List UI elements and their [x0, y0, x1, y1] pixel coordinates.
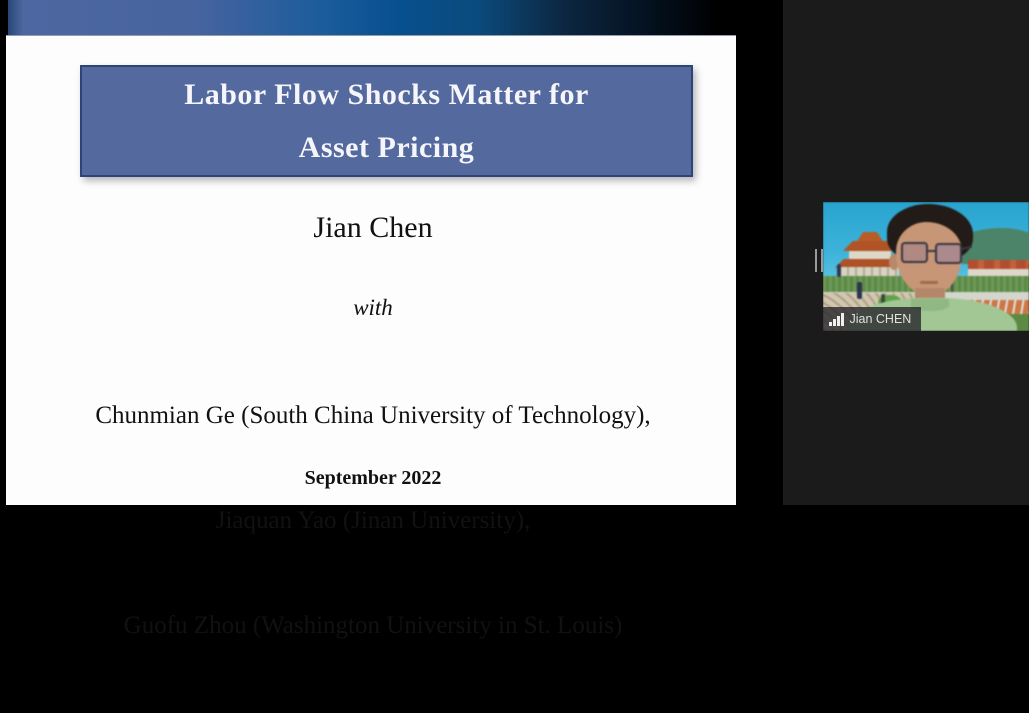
- pagoda-wall: [849, 251, 891, 260]
- slide-top-banner: [8, 0, 756, 35]
- participant-name: Jian CHEN: [849, 312, 912, 326]
- houses-roofs: [968, 260, 1029, 269]
- slide-title-line-1: Labor Flow Shocks Matter for: [184, 78, 589, 111]
- glasses-bridge: [927, 250, 936, 252]
- slide-author: Jian Chen: [313, 211, 433, 244]
- coauthor-line: Guofu Zhou (Washington University in St. Louis): [123, 612, 623, 639]
- slide-title-line-2: Asset Pricing: [298, 131, 475, 164]
- slide-date: September 2022: [304, 467, 442, 489]
- signal-bars-icon: [829, 313, 844, 326]
- slide-with-label: with: [353, 295, 393, 320]
- pedestrian: [837, 264, 841, 277]
- coauthor-line: Chunmian Ge (South China University of Technology),: [95, 402, 651, 429]
- speaker-mouth: [920, 281, 938, 284]
- panel-resize-handle-icon[interactable]: [815, 249, 823, 272]
- participant-video-tile[interactable]: [823, 202, 1029, 331]
- coauthor-line: Jiaquan Yao (Jinan University),: [215, 507, 531, 534]
- shared-slide: [6, 35, 736, 639]
- participant-name-tag: [823, 307, 921, 331]
- slide-title-box: [80, 65, 693, 177]
- pedestrian: [857, 282, 862, 299]
- glasses-icon: [901, 242, 928, 263]
- glasses-icon: [935, 243, 962, 264]
- participants-panel: [783, 0, 1029, 505]
- slide-coauthors: [10, 328, 736, 713]
